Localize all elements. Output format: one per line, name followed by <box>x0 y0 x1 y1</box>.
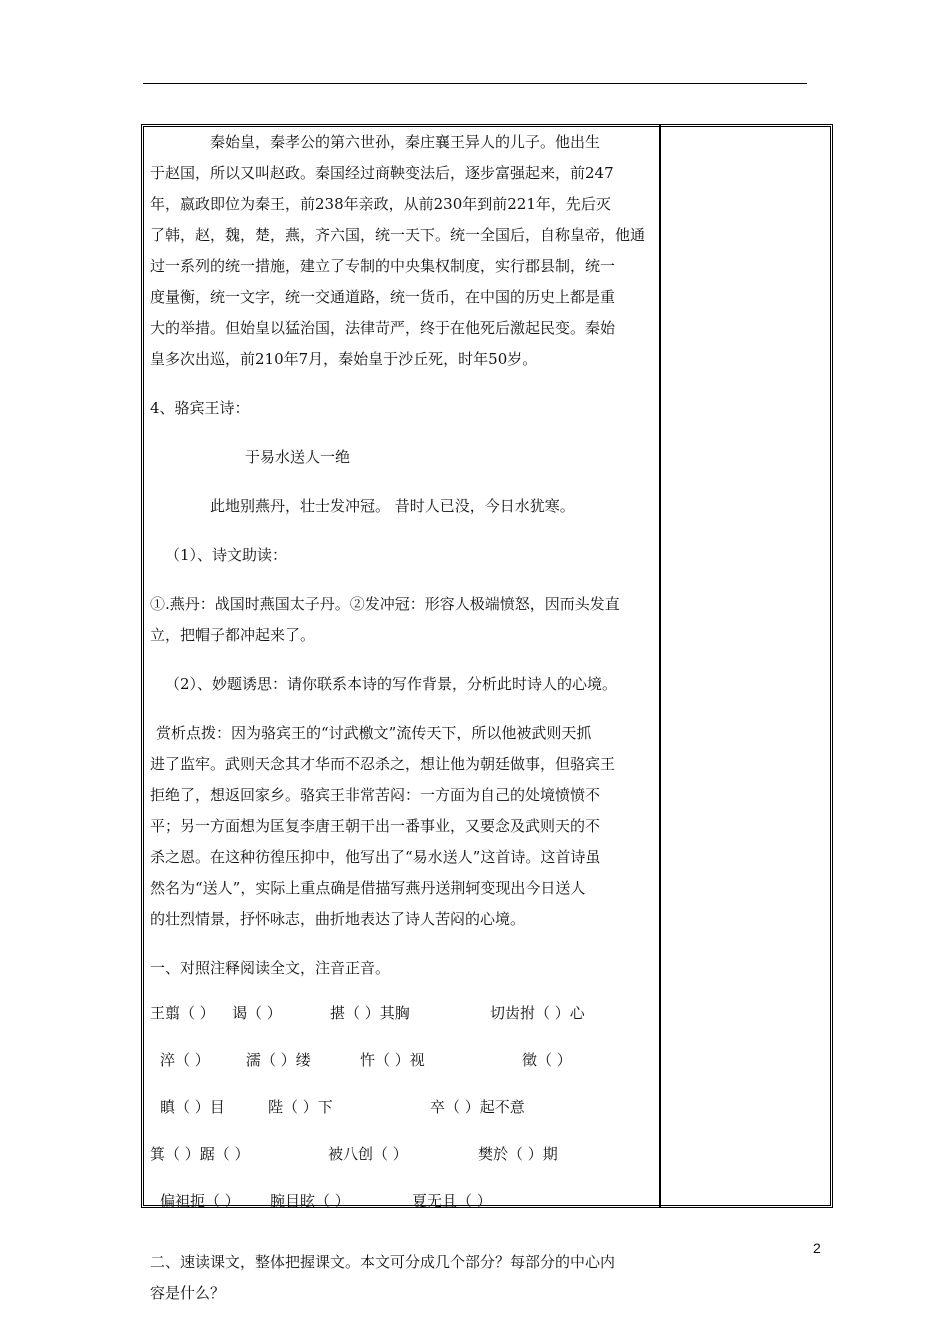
poem-section-heading: 4、骆宾王诗： <box>150 399 250 417</box>
table-column-divider <box>659 124 661 1208</box>
poem-note-line: 立，把帽子都冲起来了。 <box>150 626 316 644</box>
intro-line: 大的举措。但始皇以猛治国，法律苛严，终于在他死后激起民变。秦始 <box>150 319 616 337</box>
pronunciation-item: 卒（ ）起不意 <box>430 1098 525 1116</box>
pronunciation-item: 被八创（ ） <box>328 1145 408 1163</box>
exercise-1-heading: 一、对照注释阅读全文，注音正音。 <box>150 959 391 977</box>
pronunciation-item: 切齿拊（ ）心 <box>490 1004 585 1022</box>
poem-body: 此地别燕丹，壮士发冲冠。 昔时人已没，今日水犹寒。 <box>210 497 575 515</box>
lesson-content-cell <box>150 124 655 1309</box>
pronunciation-item: 揕（ ）其胸 <box>330 1004 410 1022</box>
pronunciation-item: 夏无且（ ） <box>412 1192 492 1210</box>
analysis-line: 杀之恩。在这种彷徨压抑中，他写出了“易水送人”这首诗。这首诗虽 <box>150 848 601 866</box>
reading-aid-label: （1）、诗文助读： <box>165 546 288 564</box>
exercise-2-line: 二、速读课文，整体把握课文。本文可分成几个部分？每部分的中心内 <box>150 1253 616 1271</box>
exercise-2-line: 容是什么？ <box>150 1284 226 1302</box>
intro-line: 年，嬴政即位为秦王，前238年亲政，从前230年到前221年，先后灭 <box>150 195 611 213</box>
intro-line: 度量衡，统一文字，统一交通道路，统一货币，在中国的历史上都是重 <box>150 288 616 306</box>
pronunciation-item: 瞋（ ）目 <box>160 1098 225 1116</box>
pronunciation-item: 淬（ ） <box>160 1051 210 1069</box>
analysis-line: 的壮烈情景，抒怀咏志，曲折地表达了诗人苦闷的心境。 <box>150 910 526 928</box>
analysis-line: 平；另一方面想为匡复李唐王朝干出一番事业，又要念及武则天的不 <box>150 817 601 835</box>
intro-line: 了韩，赵，魏，楚，燕，齐六国，统一天下。统一全国后，自称皇帝，他通 <box>150 226 646 244</box>
intro-line: 过一系列的统一措施，建立了专制的中央集权制度，实行郡县制，统一 <box>150 257 616 275</box>
analysis-line: 进了监牢。武则天念其才华而不忍杀之，想让他为朝廷做事，但骆宾王 <box>150 755 616 773</box>
intro-line: 秦始皇，秦孝公的第六世孙，秦庄襄王异人的儿子。他出生 <box>210 133 601 151</box>
pronunciation-row <box>150 1092 655 1139</box>
exercise-2 <box>150 1247 655 1309</box>
pronunciation-item: 腕目眩（ ） <box>270 1192 350 1210</box>
poem-note-line: ①.燕丹：战国时燕国太子丹。②发冲冠：形容人极端愤怒，因而头发直 <box>150 595 620 613</box>
intro-line: 皇多次出巡，前210年7月，秦始皇于沙丘死，时年50岁。 <box>150 350 538 368</box>
pronunciation-exercise <box>150 998 655 1233</box>
pronunciation-row <box>150 1186 655 1233</box>
pronunciation-item: 忤（ ）视 <box>360 1051 425 1069</box>
pronunciation-row <box>150 1045 655 1092</box>
analysis-line: 然名为“送人”，实际上重点确是借描写燕丹送荆轲变现出今日送人 <box>150 879 586 897</box>
pronunciation-item: 濡（ ）缕 <box>246 1051 311 1069</box>
pronunciation-item: 樊於（ ）期 <box>478 1145 558 1163</box>
poem-notes <box>150 589 655 651</box>
header-rule <box>143 83 807 84</box>
pronunciation-item: 偏袒扼（ ） <box>160 1192 240 1210</box>
pronunciation-item: 王翦（ ） <box>150 1004 215 1022</box>
pronunciation-row <box>150 1139 655 1186</box>
pronunciation-row <box>150 998 655 1045</box>
intro-line: 于赵国，所以又叫赵政。秦国经过商鞅变法后，逐步富强起来，前247 <box>150 164 614 182</box>
pronunciation-item: 箕（ ）踞（ ） <box>150 1145 250 1163</box>
pronunciation-item: 陛（ ）下 <box>268 1098 333 1116</box>
poem-title: 于易水送人一绝 <box>245 448 351 466</box>
analysis-line: 拒绝了，想返回家乡。骆宾王非常苦闷：一方面为自己的处境愤愤不 <box>150 786 601 804</box>
intro-paragraph <box>150 127 655 375</box>
analysis-paragraph <box>150 718 655 935</box>
pronunciation-item: 徵（ ） <box>522 1051 572 1069</box>
pronunciation-item: 谒（ ） <box>232 1004 282 1022</box>
thinking-question: （2）、妙题诱思：请你联系本诗的写作背景，分析此时诗人的心境。 <box>165 675 618 693</box>
page-number: 2 <box>813 1240 821 1256</box>
analysis-line: 赏析点拨：因为骆宾王的“讨武檄文”流传天下，所以他被武则天抓 <box>156 724 592 742</box>
